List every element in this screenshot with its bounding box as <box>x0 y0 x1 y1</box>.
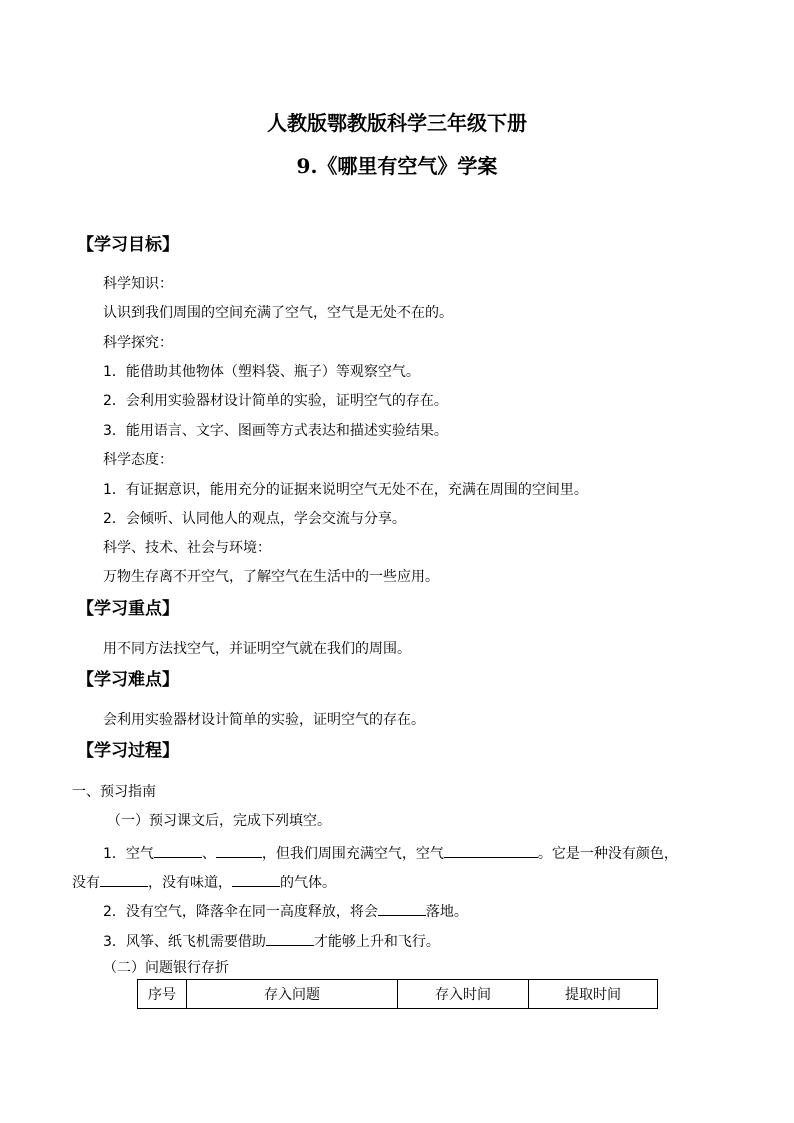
knowledge-text: 认识到我们周围的空间充满了空气，空气是无处不在的。 <box>103 305 453 321</box>
question-1-line-1: 1．空气 、 ，但我们周围充满空气，空气 。它是一种没有颜色， <box>103 842 794 864</box>
table-header-cell: 存入时间 <box>398 980 529 1009</box>
part1-instruction: （一）预习课文后，完成下列填空。 <box>107 813 331 829</box>
difficulties-heading: 【学习难点】 <box>77 670 179 690</box>
attitude-item: 1．有证据意识，能用充分的证据来说明空气无处不在，充满在周围的空间里。 <box>103 482 588 498</box>
attitude-label: 科学态度： <box>103 452 173 468</box>
fill-blank[interactable] <box>444 842 538 858</box>
table-header-cell: 存入问题 <box>187 980 398 1009</box>
document-subtitle: 9.《哪里有空气》学案 <box>296 154 498 178</box>
inquiry-label: 科学探究： <box>103 335 173 351</box>
section-preview-guide: 一、预习指南 <box>72 784 156 800</box>
fill-blank[interactable] <box>216 842 262 858</box>
fill-blank[interactable] <box>154 842 202 858</box>
fill-blank[interactable] <box>100 871 148 887</box>
question-3: 3．风筝、纸飞机需要借助 才能够上升和飞行。 <box>103 930 794 952</box>
question-bank-table <box>137 979 658 1009</box>
inquiry-item: 2．会利用实验器材设计简单的实验，证明空气的存在。 <box>103 393 448 409</box>
difficulties-text: 会利用实验器材设计简单的实验，证明空气的存在。 <box>103 712 425 728</box>
key-points-heading: 【学习重点】 <box>77 599 179 619</box>
part2-heading: （二）问题银行存折 <box>103 960 229 976</box>
sts-label: 科学、技术、社会与环境： <box>103 540 271 556</box>
question-2: 2．没有空气，降落伞在同一高度释放，将会 落地。 <box>103 900 794 922</box>
table-header-cell: 提取时间 <box>529 980 658 1009</box>
fill-blank[interactable] <box>378 900 426 916</box>
process-heading: 【学习过程】 <box>77 741 179 761</box>
table-header-cell: 序号 <box>138 980 187 1009</box>
inquiry-item: 1．能借助其他物体（塑料袋、瓶子）等观察空气。 <box>103 364 420 380</box>
fill-blank[interactable] <box>232 871 280 887</box>
question-1-line-2: 没有 ，没有味道， 的气体。 <box>72 871 794 893</box>
key-points-text: 用不同方法找空气，并证明空气就在我们的周围。 <box>103 641 411 657</box>
goals-heading: 【学习目标】 <box>77 235 179 255</box>
document-title: 人教版鄂教版科学三年级下册 <box>267 111 527 135</box>
fill-blank[interactable] <box>266 930 314 946</box>
table-header-row <box>138 980 658 1009</box>
sts-text: 万物生存离不开空气，了解空气在生活中的一些应用。 <box>103 569 439 585</box>
knowledge-label: 科学知识： <box>103 276 173 292</box>
attitude-item: 2．会倾听、认同他人的观点，学会交流与分享。 <box>103 511 406 527</box>
inquiry-item: 3．能用语言、文字、图画等方式表达和描述实验结果。 <box>103 423 448 439</box>
